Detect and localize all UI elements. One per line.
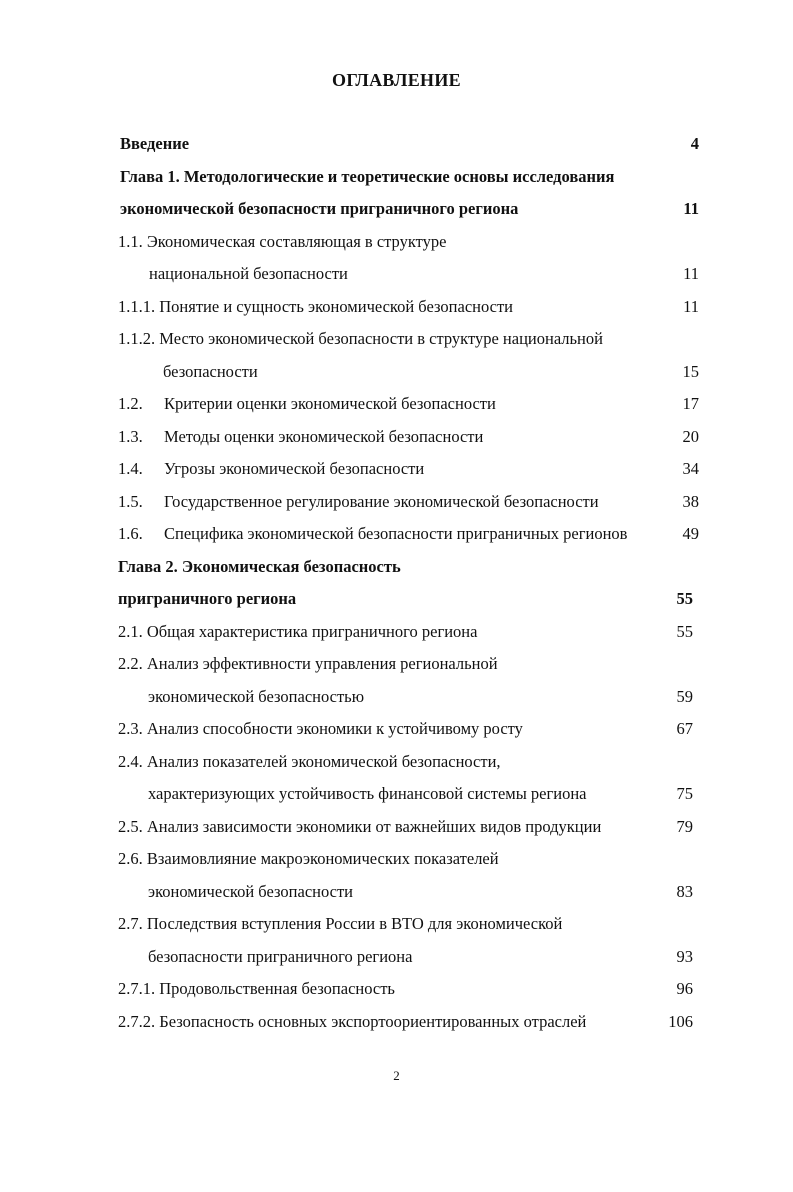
toc-entry-2-7-2 [0,1006,793,1039]
toc-entry-text: Специфика экономической безопасности приграничных регионов [164,524,628,543]
toc-entry-page: 67 [676,719,693,738]
toc-entry-2-7 [0,908,793,941]
toc-entry-text: 2.4. Анализ показателей экономической безопасности, [118,751,501,771]
toc-entry-text: Критерии оценки экономической безопасности [164,394,496,413]
toc-entry-1-5 [0,486,793,519]
toc-entry-page: 106 [668,1011,693,1031]
toc-entry-chapter-2-cont [0,583,793,616]
toc-entry-2-7-1 [0,973,793,1006]
toc-entry-1-6 [0,518,793,551]
toc-entry-number: 1.3. [118,426,143,446]
toc-entry-text: 2.2. Анализ эффективности управления региональной [118,654,498,673]
toc-entry-number: 1.2. [118,394,143,413]
toc-entry-1-1-1 [0,291,793,324]
toc-entry-page: 11 [683,296,699,316]
toc-entry-text: 2.6. Взаимовлияние макроэкономических показателей [118,849,499,868]
toc-entry-2-4-cont [0,778,793,811]
toc-entry-introduction [0,128,793,161]
toc-entry-text: национальной безопасности [149,264,348,283]
toc-entry-1-1 [0,226,793,259]
toc-entry-page: 17 [682,394,699,413]
toc-entry-page: 55 [676,621,693,641]
toc-entry-text: 2.7.1. Продовольственная безопасность [118,979,395,998]
toc-entry-text: безопасности [163,361,258,381]
toc-entry-text: 2.7.2. Безопасность основных экспортоориентированных отраслей [118,1011,587,1031]
toc-entry-text: 2.1. Общая характеристика приграничного региона [118,621,478,641]
toc-entry-number: 1.5. [118,491,143,511]
toc-entry-2-7-cont [0,941,793,974]
toc-entry-chapter-1-cont [0,193,793,226]
toc-entry-1-1-2-cont [0,356,793,389]
toc-entry-text: экономической безопасности [148,881,353,901]
table-of-contents [0,128,793,1038]
toc-entry-page: 59 [676,686,693,706]
toc-entry-1-2 [0,388,793,421]
toc-entry-text: Государственное регулирование экономической безопасности [164,491,599,511]
toc-entry-page: 38 [682,491,699,511]
toc-entry-page: 79 [676,816,693,836]
toc-entry-text: 1.1.1. Понятие и сущность экономической безопасности [118,296,514,316]
toc-entry-page: 11 [683,264,699,283]
toc-entry-page: 49 [682,524,699,543]
toc-entry-text: экономической безопасностью [148,686,365,706]
toc-entry-2-6 [0,843,793,876]
toc-entry-1-1-2 [0,323,793,356]
toc-entry-page: 15 [682,361,699,381]
toc-entry-text: 2.7. Последствия вступления России в ВТО для экономической [118,914,563,933]
toc-entry-page: 55 [676,589,693,608]
toc-entry-text: Введение [120,134,190,153]
toc-entry-chapter-2 [0,551,793,584]
toc-entry-page: 4 [690,134,699,153]
toc-entry-text: Угрозы экономической безопасности [164,459,425,478]
toc-entry-text: Глава 1. Методологические и теоретические основы исследования [120,166,615,186]
toc-entry-text: приграничного региона [118,589,297,608]
toc-entry-page: 11 [683,199,699,218]
toc-entry-page: 83 [676,881,693,901]
page-number: 2 [393,1068,400,1083]
toc-entry-2-2 [0,648,793,681]
toc-entry-page: 20 [682,426,699,446]
toc-entry-number: 1.6. [118,524,143,543]
toc-entry-page: 96 [676,979,693,998]
toc-entry-chapter-1 [0,161,793,194]
toc-entry-1-1-cont [0,258,793,291]
toc-entry-2-6-cont [0,876,793,909]
toc-entry-text: 1.1.2. Место экономической безопасности в структуре национальной [118,329,603,348]
toc-entry-1-4 [0,453,793,486]
toc-entry-text: 1.1. Экономическая составляющая в структуре [118,231,447,251]
toc-entry-text: Методы оценки экономической безопасности [164,426,484,446]
toc-entry-2-2-cont [0,681,793,714]
toc-entry-text: Глава 2. Экономическая безопасность [118,556,401,576]
toc-entry-2-5 [0,811,793,844]
toc-entry-page: 75 [676,784,693,803]
toc-entry-page: 93 [676,946,693,966]
toc-entry-text: 2.5. Анализ зависимости экономики от важнейших видов продукции [118,816,602,836]
toc-entry-text: 2.3. Анализ способности экономики к устойчивому росту [118,719,523,738]
toc-entry-text: экономической безопасности приграничного региона [120,199,519,218]
toc-entry-2-4 [0,746,793,779]
toc-entry-page: 34 [682,459,699,478]
toc-entry-text: безопасности приграничного региона [148,946,413,966]
toc-entry-number: 1.4. [118,459,143,478]
toc-entry-1-3 [0,421,793,454]
toc-entry-2-1 [0,616,793,649]
toc-entry-text: характеризующих устойчивость финансовой системы региона [148,784,587,803]
toc-entry-2-3 [0,713,793,746]
page-title: ОГЛАВЛЕНИЕ [332,70,461,90]
